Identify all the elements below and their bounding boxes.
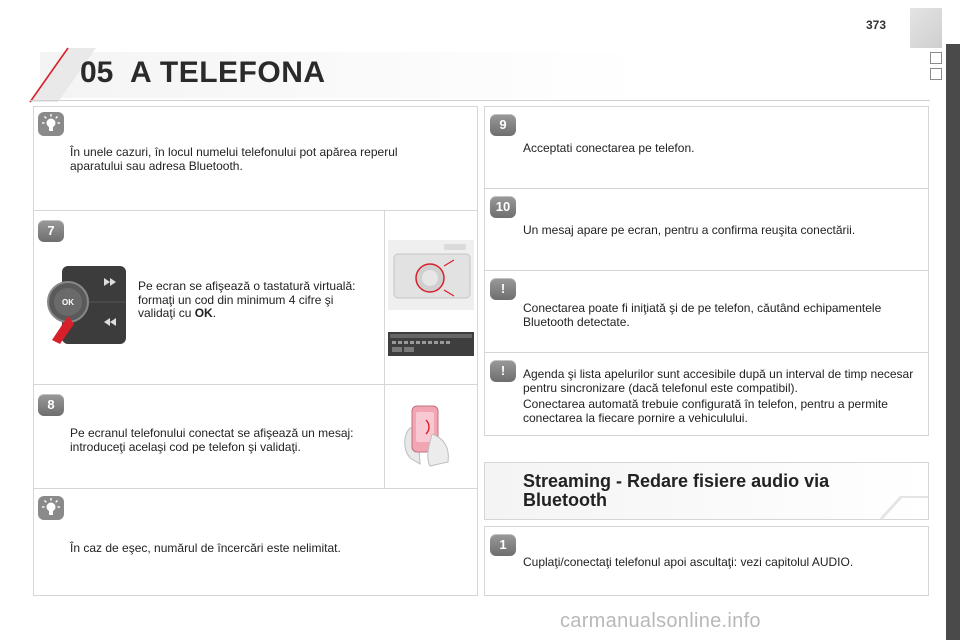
watermark: carmanualsonline.info [560, 610, 761, 632]
divider [33, 210, 477, 211]
step-badge-8: 8 [38, 394, 64, 416]
chapter-heading [40, 52, 940, 98]
chapter-title: A TELEFONA [130, 56, 326, 89]
streaming-step-text: Cuplaţi/conectaţi telefonul apoi ascultaţi: vezi capitolul AUDIO. [523, 555, 854, 569]
step-badge-7: 7 [38, 220, 64, 242]
virtual-keyboard-icon [388, 332, 474, 356]
warning-text: Agenda şi lista apelurilor sunt accesibile după un interval de timp necesar pentru sincronizare (dacă telefonul este compatibil). [523, 367, 914, 395]
step-badge-1: 1 [490, 534, 516, 556]
step-8-text: Pe ecranul telefonului conectat se afişează un mesaj: introduceţi acelaşi cod pe telefon şi validaţi. [70, 426, 354, 454]
step-badge-9: 9 [490, 114, 516, 136]
step-badge-10: 10 [490, 196, 516, 218]
tip-text: În unele cazuri, în locul numelui telefonului pot apărea reperul aparatului sau adresa Bluetooth. [70, 145, 398, 173]
heading-swoosh-icon [880, 496, 928, 520]
chapter-number: 05 [80, 56, 114, 89]
lightbulb-tip-icon [38, 496, 64, 520]
warning-badge: ! [490, 278, 516, 300]
lightbulb-tip-icon [38, 112, 64, 136]
radio-panel-photo-icon [388, 240, 474, 310]
streaming-title: Streaming - Redare fisiere audio via Bluetooth [523, 471, 830, 510]
step-10-text: Un mesaj apare pe ecran, pentru a confirma reuşita conectării. [523, 223, 856, 237]
page-number: 373 [866, 18, 887, 32]
dashboard-photo [388, 240, 474, 310]
divider [384, 210, 385, 488]
divider [484, 188, 928, 189]
warning-text: Conectarea poate fi iniţiată şi de pe telefon, căutând echipamentele Bluetooth detectate. [523, 301, 882, 329]
divider [484, 270, 928, 271]
step-7-text: Pe ecran se afişează o tastatură virtuală: formaţi un cod din minimum 4 cifre şi validaţi cu OK. [138, 279, 356, 320]
step-9-text: Acceptati conectarea pe telefon. [523, 141, 695, 155]
divider [33, 488, 477, 489]
ok-control-illustration-icon [44, 262, 128, 348]
svg-text:OK: OK [62, 298, 74, 307]
side-scroll-bar[interactable] [946, 44, 960, 640]
hand-phone-illustration-icon [396, 398, 462, 470]
header-divider [30, 100, 930, 101]
page-corner-tab [910, 8, 942, 48]
screen-keyboard-thumbnail [388, 332, 474, 356]
tip-text: În caz de eşec, numărul de încercări este nelimitat. [70, 541, 341, 555]
divider [33, 384, 477, 385]
warning-text: Conectarea automată trebuie configurată în telefon, pentru a permite conectarea la fiecare pornire a vehiculului. [523, 397, 888, 425]
warning-badge: ! [490, 360, 516, 382]
divider [484, 352, 928, 353]
